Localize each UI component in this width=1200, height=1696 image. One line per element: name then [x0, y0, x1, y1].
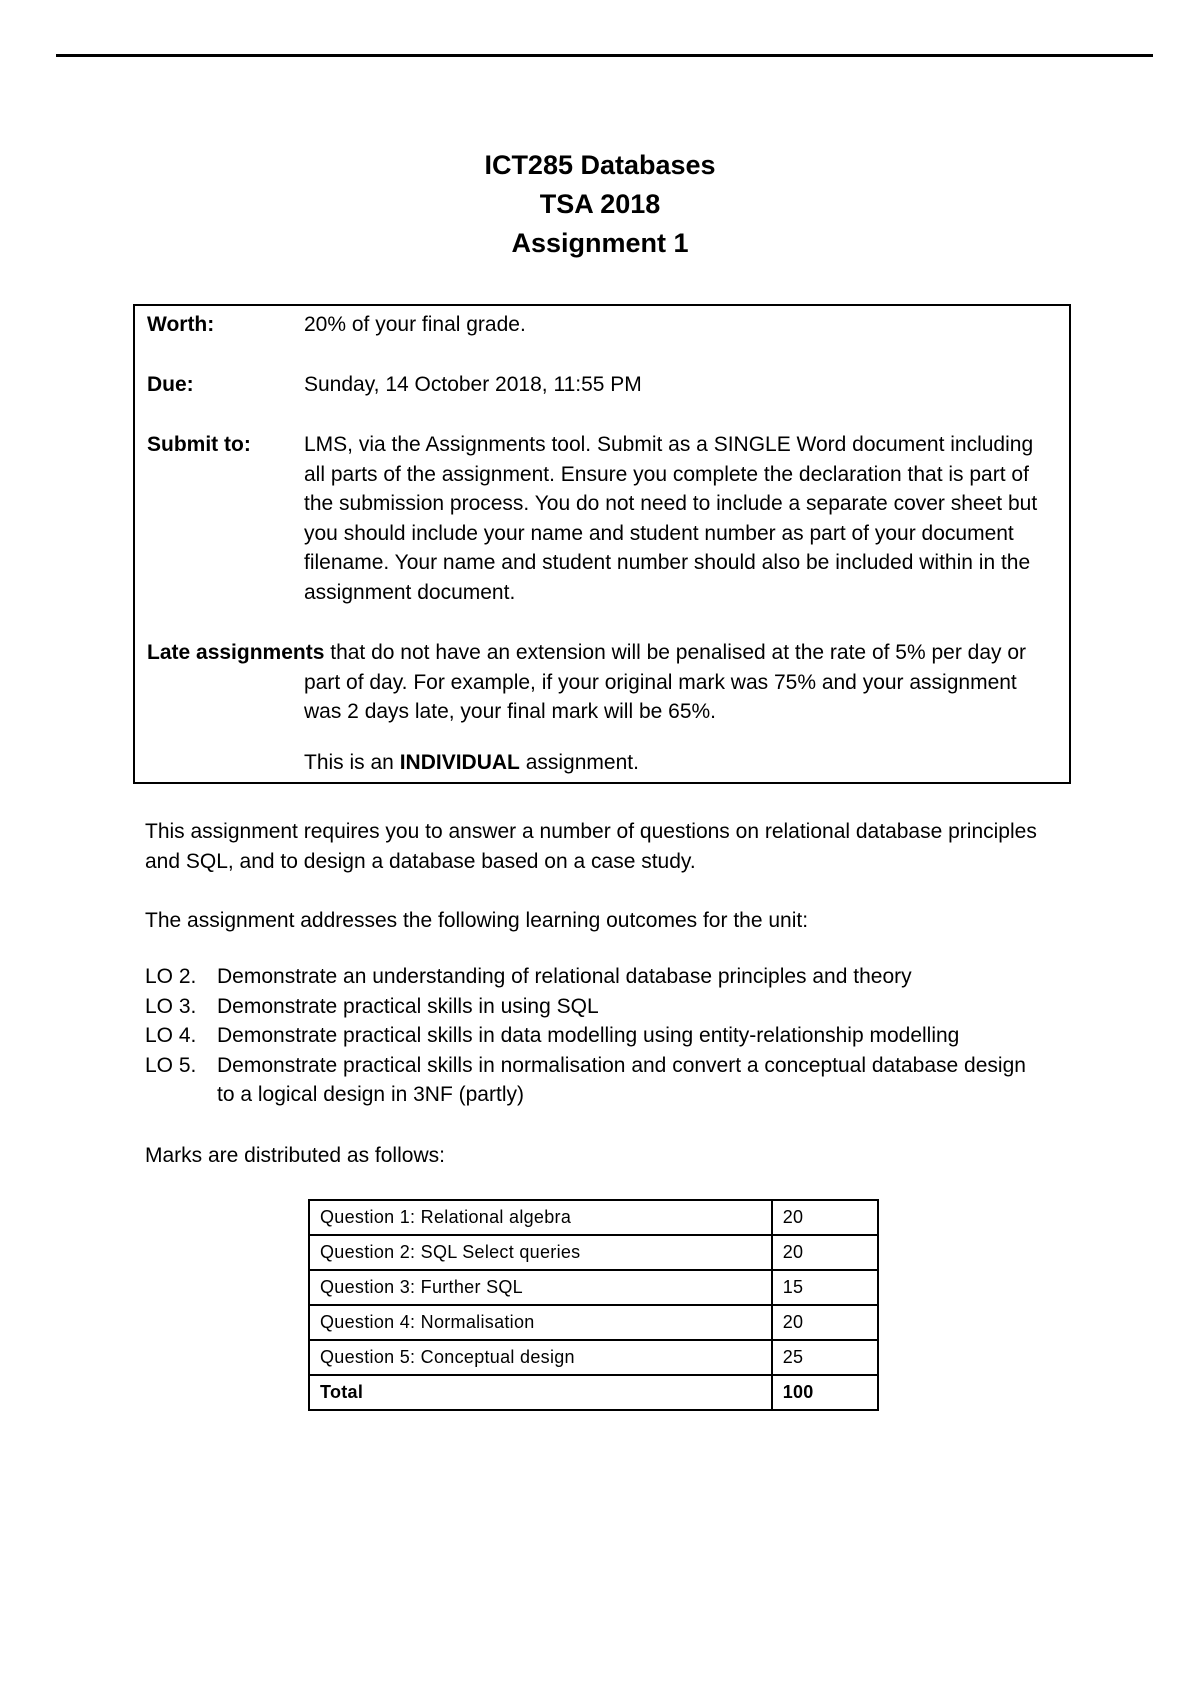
individual-note — [304, 748, 1059, 778]
assignment-info-box — [133, 304, 1071, 784]
submit-label: Submit to: — [147, 433, 251, 456]
submit-value: LMS, via the Assignments tool. Submit as a SINGLE Word document including all parts of the assignment. Ensure you complete the declaration that is part of the submission process. You do not need to include a separate cover sheet but you should include your name and student number as part of your document filename. Your name and student number should also be included within in the assignment document. — [304, 433, 1038, 604]
lo-number: LO 4. — [145, 1024, 197, 1047]
table-row — [309, 1340, 878, 1375]
total-label: Total — [309, 1375, 772, 1410]
individual-prefix: This is an — [304, 751, 400, 774]
total-value: 100 — [772, 1375, 878, 1410]
lo-text: Demonstrate practical skills in using SQL — [217, 994, 599, 1018]
intro-paragraph: This assignment requires you to answer a number of questions on relational database principles and SQL, and to design a database based on a case study. — [145, 820, 1037, 873]
learning-outcome-item — [145, 1021, 1045, 1051]
lo-number: LO 2. — [145, 965, 197, 988]
course-title: ICT285 Databases — [484, 150, 716, 180]
lo-number: LO 3. — [145, 994, 197, 1018]
assignment-title: Assignment 1 — [511, 228, 689, 258]
due-label: Due: — [147, 373, 194, 396]
learning-outcomes-list — [145, 962, 1045, 1110]
table-row — [309, 1270, 878, 1305]
term-title: TSA 2018 — [539, 189, 661, 219]
table-row — [309, 1235, 878, 1270]
question-cell: Question 3: Further SQL — [309, 1270, 772, 1305]
worth-value: 20% of your final grade. — [304, 313, 526, 336]
question-cell: Question 4: Normalisation — [309, 1305, 772, 1340]
question-cell: Question 5: Conceptual design — [309, 1340, 772, 1375]
question-cell: Question 2: SQL Select queries — [309, 1235, 772, 1270]
total-row — [309, 1375, 878, 1410]
table-row — [309, 1200, 878, 1235]
mark-cell: 20 — [772, 1305, 878, 1340]
title-block — [0, 146, 1200, 263]
mark-cell: 20 — [772, 1200, 878, 1235]
individual-suffix: assignment. — [519, 751, 639, 774]
mark-cell: 15 — [772, 1270, 878, 1305]
late-assignments-row — [147, 638, 1059, 727]
learning-outcome-item — [145, 962, 1045, 992]
table-row — [309, 1305, 878, 1340]
lo-text: Demonstrate an understanding of relational database principles and theory — [217, 965, 912, 988]
top-rule — [56, 54, 1153, 57]
lo-text: Demonstrate practical skills in data modelling using entity-relationship modelling — [217, 1024, 960, 1047]
late-value: that do not have an extension will be penalised at the rate of 5% per day or part of day. For example, if your original mark was 75% and your assignment was 2 days late, your final mark will be 65%. — [304, 641, 1027, 723]
lo-text: Demonstrate practical skills in normalisation and convert a conceptual database design to a logical design in 3NF (partly) — [217, 1053, 1026, 1106]
due-value: Sunday, 14 October 2018, 11:55 PM — [304, 373, 642, 396]
outcomes-heading: The assignment addresses the following learning outcomes for the unit: — [145, 909, 809, 932]
learning-outcome-item — [145, 992, 1045, 1022]
submit-row — [147, 430, 1059, 610]
question-cell: Question 1: Relational algebra — [309, 1200, 772, 1235]
mark-cell: 20 — [772, 1235, 878, 1270]
learning-outcome-item — [145, 1051, 1045, 1110]
individual-bold: INDIVIDUAL — [399, 751, 520, 774]
mark-cell: 25 — [772, 1340, 878, 1375]
marks-heading: Marks are distributed as follows: — [145, 1144, 445, 1167]
late-label: Late assignments — [147, 641, 325, 664]
marks-table — [308, 1199, 879, 1411]
lo-number: LO 5. — [145, 1053, 197, 1077]
worth-label: Worth: — [147, 313, 215, 336]
